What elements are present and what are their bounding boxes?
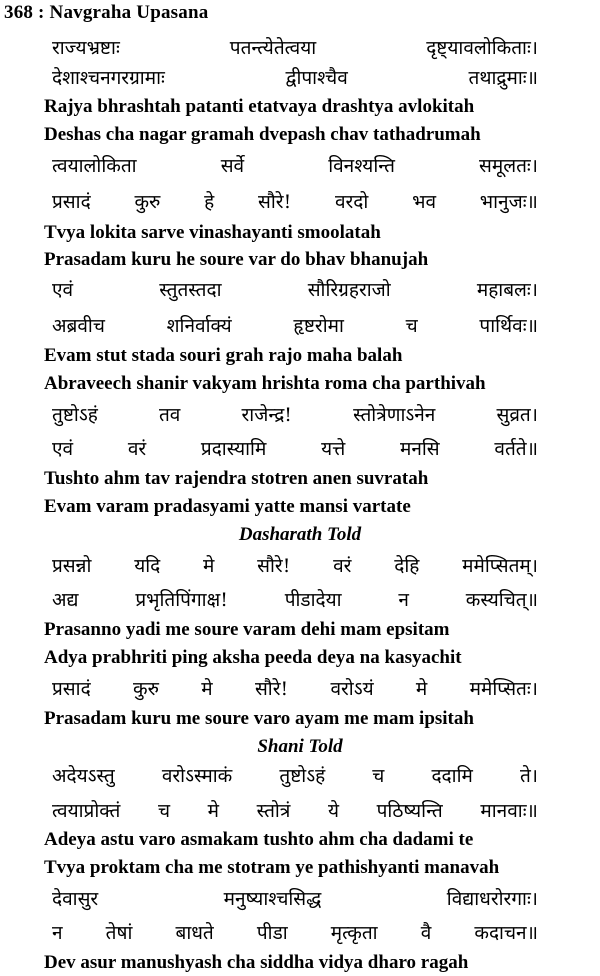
sanskrit-word: अद्य (52, 589, 79, 611)
sanskrit-word: एवं (52, 438, 74, 460)
sanskrit-word: सौरे! (254, 678, 289, 700)
transliteration-line: Evam stut stada souri grah rajo maha balah (44, 345, 403, 366)
sanskrit-word: सौरे! (257, 555, 291, 577)
sanskrit-verse-line (52, 188, 538, 214)
sanskrit-verse-line (52, 762, 538, 788)
sanskrit-word: ददामि (431, 765, 473, 787)
sanskrit-verse-line (52, 152, 538, 178)
sanskrit-word: देहि (394, 555, 420, 577)
sanskrit-verse-line (52, 797, 538, 823)
sanskrit-word: वरोऽयं (330, 678, 374, 700)
sanskrit-word: सुव्रत। (496, 404, 538, 426)
sanskrit-word: अदेयऽस्तु (52, 765, 115, 787)
sanskrit-word: एवं (52, 279, 74, 301)
sanskrit-word: ममेप्सितम्। (462, 555, 538, 577)
sanskrit-word: बाधते (175, 922, 214, 944)
transliteration-line: Prasadam kuru he soure var do bhav bhanujah (44, 249, 429, 270)
sanskrit-word: हे (204, 191, 215, 213)
transliteration-line: Prasanno yadi me soure varam dehi mam epsitam (44, 619, 450, 640)
sanskrit-word: प्रदास्यामि (200, 438, 267, 460)
sanskrit-word: त्वयाप्रोक्तं (52, 800, 121, 822)
sanskrit-word: हृष्टरोमा (293, 315, 344, 337)
sanskrit-word: कस्यचित्॥ (465, 589, 538, 611)
sanskrit-word: ते। (519, 765, 538, 787)
sanskrit-word: दृष्ट्यावलोकिताः। (426, 37, 538, 59)
sanskrit-verse-line (52, 885, 538, 911)
sanskrit-word: सर्वे (220, 155, 245, 177)
sanskrit-word: प्रभृतिपिंगाक्ष! (135, 589, 228, 611)
sanskrit-verse-line (52, 34, 538, 60)
sanskrit-word: वरं (127, 438, 147, 460)
sanskrit-word: ममेप्सितः। (469, 678, 538, 700)
sanskrit-word: च (157, 800, 171, 822)
sanskrit-word: पठिष्यन्ति (376, 800, 443, 822)
sanskrit-word: तुष्टोऽहं (279, 765, 326, 787)
sanskrit-word: समूलतः। (479, 155, 538, 177)
speaker-heading: Dasharath Told (238, 524, 362, 545)
sanskrit-word: पीडादेया (284, 589, 342, 611)
sanskrit-verse-line (52, 64, 538, 90)
sanskrit-word: शनिर्वाक्यं (166, 315, 232, 337)
transliteration-line: Tushto ahm tav rajendra stotren anen suvratah (44, 468, 429, 489)
sanskrit-word: तव (158, 404, 181, 426)
sanskrit-word: त्वयालोकिता (52, 155, 137, 177)
sanskrit-word: स्तोत्रं (256, 800, 291, 822)
sanskrit-word: वर्तते॥ (494, 438, 538, 460)
sanskrit-word: मे (415, 678, 428, 700)
transliteration-line: Adeya astu varo asmakam tushto ahm cha dadami te (44, 829, 474, 850)
sanskrit-word: च (405, 315, 418, 337)
transliteration-line: Rajya bhrashtah patanti etatvaya drashtya avlokitah (44, 96, 475, 117)
sanskrit-verse-line (52, 435, 538, 461)
sanskrit-verse-line (52, 276, 538, 302)
sanskrit-verse-line (52, 586, 538, 612)
sanskrit-word: वरं (333, 555, 352, 577)
sanskrit-word: मनुष्याश्चसिद्ध (223, 888, 322, 910)
sanskrit-word: सौरिग्रहराजो (307, 279, 391, 301)
sanskrit-word: यदि (134, 555, 161, 577)
sanskrit-word: भव (412, 191, 437, 213)
transliteration-line: Deshas cha nagar gramah dvepash chav tathadrumah (44, 124, 481, 145)
sanskrit-word: मे (201, 678, 213, 700)
sanskrit-word: पार्थिवः॥ (479, 315, 538, 337)
sanskrit-word: तुष्टोऽहं (52, 404, 98, 426)
sanskrit-word: मे (207, 800, 220, 822)
sanskrit-word: कदाचन॥ (474, 922, 538, 944)
transliteration-line: Adya prabhriti ping aksha peeda deya na kasyachit (44, 647, 462, 668)
sanskrit-word: तेषां (105, 922, 133, 944)
sanskrit-word: कुरु (132, 678, 159, 700)
sanskrit-word: राजेन्द्र! (241, 404, 292, 426)
sanskrit-word: ये (327, 800, 339, 822)
sanskrit-word: न (398, 589, 409, 611)
sanskrit-verse-line (52, 552, 538, 578)
sanskrit-word: विद्याधरोरगाः। (446, 888, 538, 910)
page-header: 368 : Navgraha Upasana (4, 2, 209, 23)
sanskrit-word: पीडा (256, 922, 288, 944)
sanskrit-word: तथाद्रुमाः॥ (468, 67, 538, 89)
transliteration-line: Tvya proktam cha me stotram ye pathishyanti manavah (44, 857, 500, 878)
sanskrit-word: यत्ते (321, 438, 346, 460)
sanskrit-verse-line (52, 401, 538, 427)
sanskrit-word: स्तुतस्तदा (159, 279, 222, 301)
sanskrit-word: महाबलः। (476, 279, 538, 301)
sanskrit-word: मृत्कृता (330, 922, 378, 944)
sanskrit-word: स्तोत्रेणाऽनेन (353, 404, 436, 426)
transliteration-line: Evam varam pradasyami yatte mansi vartate (44, 496, 411, 517)
sanskrit-word: च (372, 765, 385, 787)
sanskrit-word: अब्रवीच (52, 315, 105, 337)
sanskrit-word: पतन्त्येतेत्वया (229, 37, 317, 59)
sanskrit-word: द्वीपाश्चैव (285, 67, 348, 89)
transliteration-line: Prasadam kuru me soure varo ayam me mam ipsitah (44, 708, 474, 729)
sanskrit-word: वरदो (334, 191, 369, 213)
sanskrit-word: मनसि (399, 438, 440, 460)
transliteration-line: Dev asur manushyash cha siddha vidya dharo ragah (44, 952, 469, 973)
sanskrit-word: वरोऽस्माकं (161, 765, 233, 787)
sanskrit-word: देशाश्चनगरग्रामाः (52, 67, 165, 89)
transliteration-line: Tvya lokita sarve vinashayanti smoolatah (44, 222, 381, 243)
sanskrit-word: राज्यभ्रष्टाः (52, 37, 120, 59)
sanskrit-word: न (52, 922, 63, 944)
sanskrit-verse-line (52, 675, 538, 701)
sanskrit-word: विनश्यन्ति (328, 155, 395, 177)
sanskrit-verse-line (52, 312, 538, 338)
sanskrit-word: भानुजः॥ (479, 191, 538, 213)
sanskrit-verse-line (52, 919, 538, 945)
sanskrit-word: मानवाः॥ (480, 800, 538, 822)
sanskrit-word: देवासुर (52, 888, 99, 910)
speaker-heading: Shani Told (257, 736, 343, 757)
sanskrit-word: प्रसादं (52, 191, 91, 213)
sanskrit-word: मे (203, 555, 215, 577)
sanskrit-word: कुरु (134, 191, 161, 213)
transliteration-line: Abraveech shanir vakyam hrishta roma cha parthivah (44, 373, 486, 394)
sanskrit-word: प्रसादं (52, 678, 91, 700)
sanskrit-word: सौरे! (258, 191, 292, 213)
sanskrit-word: वै (420, 922, 432, 944)
sanskrit-word: प्रसन्नो (52, 555, 92, 577)
